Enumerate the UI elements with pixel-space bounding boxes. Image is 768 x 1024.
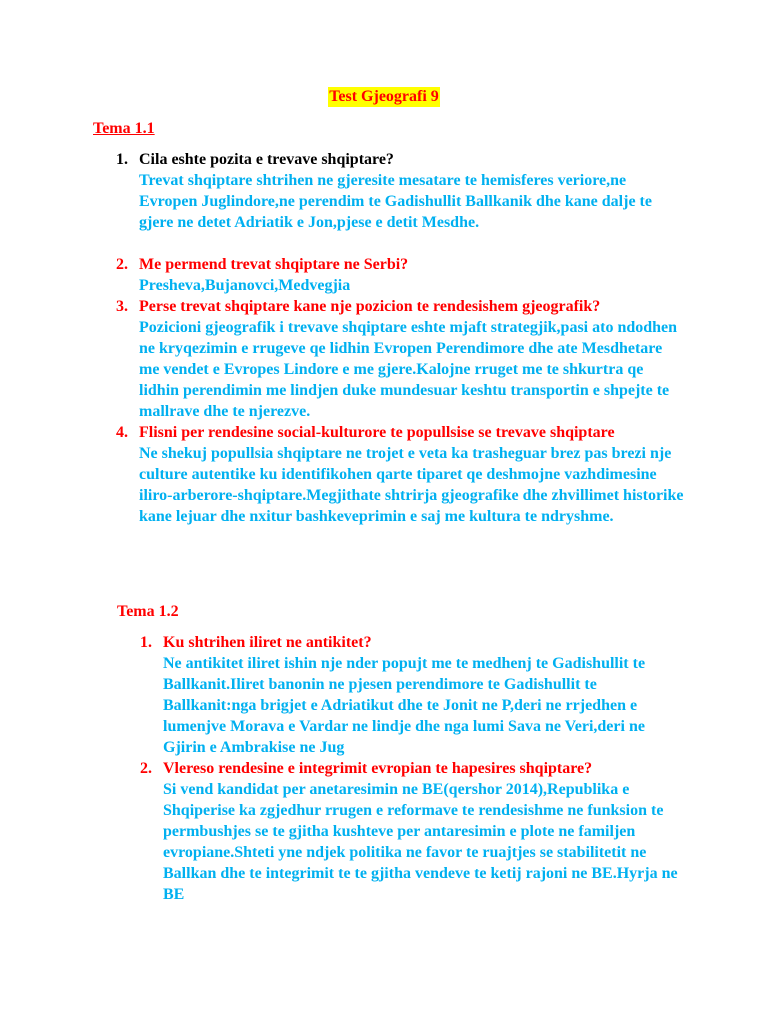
item-number: 3. xyxy=(116,298,128,315)
list-item xyxy=(116,149,686,233)
list-item xyxy=(116,296,686,422)
item-number: 2. xyxy=(140,760,152,777)
question-text: Vlereso rendesine e integrimit evropian te hapesires shqiptare? xyxy=(163,760,593,777)
answer-text: Presheva,Bujanovci,Medvegjia xyxy=(139,277,351,294)
list-item xyxy=(116,254,686,296)
section-tema-1-1 xyxy=(116,149,686,527)
item-number: 1. xyxy=(116,151,128,168)
section-heading-tema-1-2: Tema 1.2 xyxy=(117,603,179,620)
spacer xyxy=(116,233,686,254)
item-number: 4. xyxy=(116,424,128,441)
question-text: Perse trevat shqiptare kane nje pozicion te rendesishem gjeografik? xyxy=(139,298,601,315)
question-text: Cila eshte pozita e trevave shqiptare? xyxy=(139,151,394,168)
question-text: Ku shtrihen iliret ne antikitet? xyxy=(163,634,372,651)
answer-text: Pozicioni gjeografik i trevave shqiptare eshte mjaft strategjik,pasi ato ndodhen ne kryqezimin e rrugeve qe lidhin Evropen Perendimore dhe ate Mesdhetare me vendet e Evropes Lindore e me gjere.Kalojne rruget me te shkurtra qe lidhin perendimin me lindjen duke mundesuar keshtu transportin e shpejte te mallrave dhe te njerezve. xyxy=(139,319,678,420)
list-item xyxy=(140,758,680,905)
question-text: Flisni per rendesine social-kulturore te popullsise se trevave shqiptare xyxy=(139,424,615,441)
section-tema-1-2 xyxy=(140,632,680,905)
document-title: Test Gjeografi 9 xyxy=(329,88,439,105)
item-number: 1. xyxy=(140,634,152,651)
answer-text: Ne shekuj popullsia shqiptare ne trojet e veta ka trasheguar brez pas brezi nje culture autentike ku identifikohen qarte tiparet qe deshmojne vazhdimesine iliro-arberore-shqiptare.Megjithate shtrirja gjeografike dhe zhvillimet historike kane lejuar dhe nxitur bashkeveprimin e saj me kultura te ndryshme. xyxy=(139,445,684,525)
answer-text: Si vend kandidat per anetaresimin ne BE(qershor 2014),Republika e Shqiperise ka zgjedhur rrugen e reformave te rendesishme ne funksion te permbushjes se te gjitha kushteve per antaresimin e plote ne familjen evropiane.Shteti yne ndjek politika ne favor te ruajtjes se stabilitetit ne Ballkan dhe te integrimit te te gjitha vendeve te ketij rajoni ne BE.Hyrja ne BE xyxy=(163,781,678,903)
answer-text: Trevat shqiptare shtrihen ne gjeresite mesatare te hemisferes veriore,ne Evropen Juglindore,ne perendim te Gadishullit Ballkanik dhe kane dalje te gjere ne detet Adriatik e Jon,pjese e detit Mesdhe. xyxy=(139,172,652,231)
item-number: 2. xyxy=(116,256,128,273)
section-heading-tema-1-1: Tema 1.1 xyxy=(93,120,155,137)
list-item xyxy=(140,632,680,758)
question-text: Me permend trevat shqiptare ne Serbi? xyxy=(139,256,409,273)
answer-text: Ne antikitet iliret ishin nje nder popujt me te medhenj te Gadishullit te Ballkanit.Iliret banonin ne pjesen perendimore te Gadishullit te Ballkanit:nga brigjet e Adriatikut dhe te Jonit ne P,deri ne rrjedhen e lumenjve Morava e Vardar ne lindje dhe nga lumi Sava ne Veri,deri ne Gjirin e Ambrakise ne Jug xyxy=(163,655,646,756)
list-item xyxy=(116,422,686,527)
title-container xyxy=(0,87,768,107)
